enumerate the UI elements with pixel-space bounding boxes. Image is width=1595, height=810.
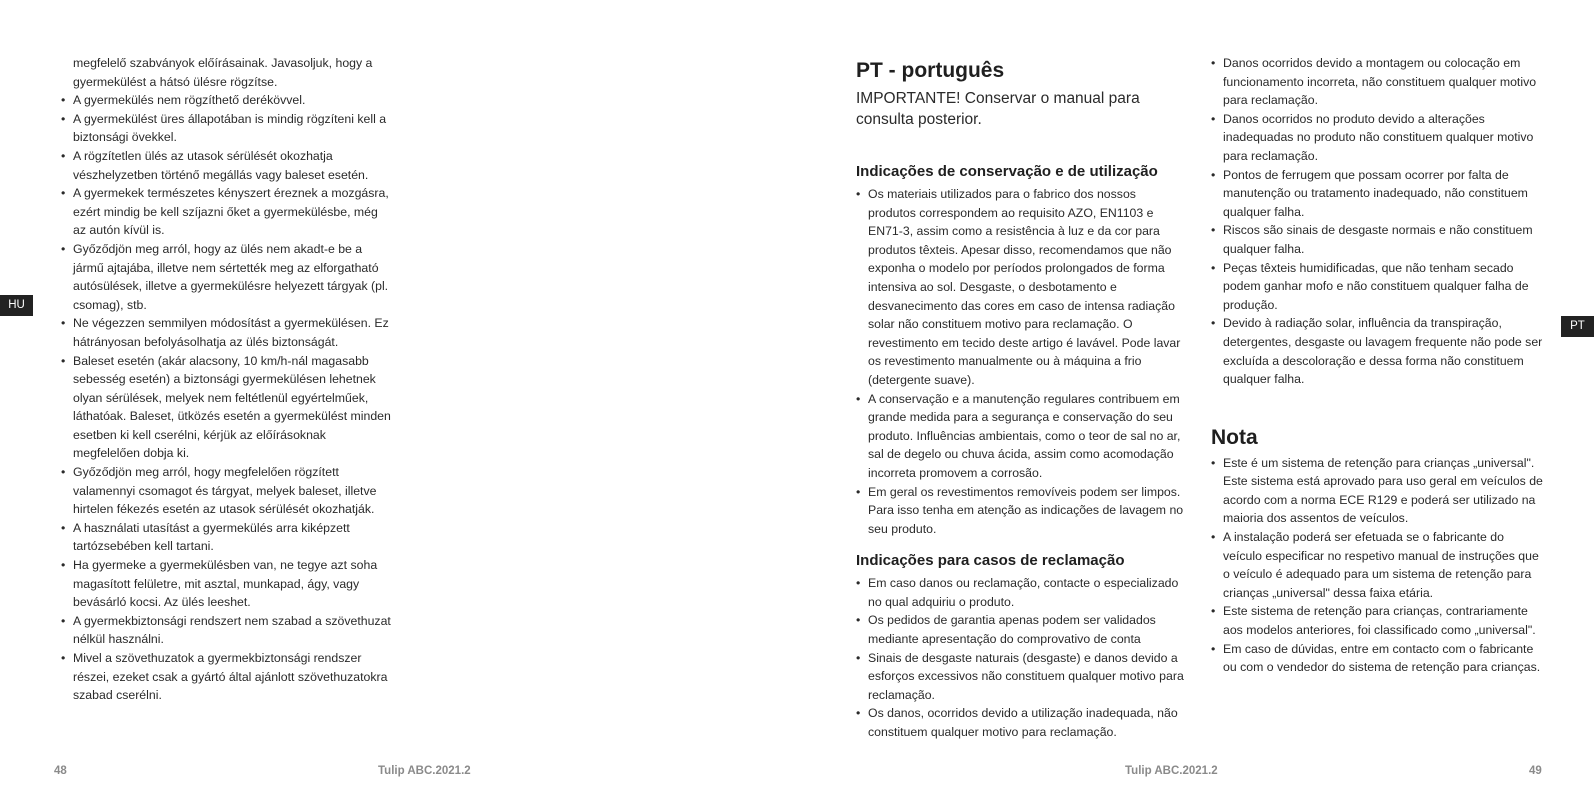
list-item: • Sinais de desgaste naturais (desgaste) e danos devido a esforços excessivos não constituem qualquer motivo para reclamação. xyxy=(856,649,1186,705)
list-item: • A gyermekbiztonsági rendszert nem szabad a szövethuzat nélkül használni. xyxy=(61,612,391,649)
list-item: • Riscos são sinais de desgaste normais e não constituem qualquer falha. xyxy=(1211,221,1545,258)
list-item: • A használati utasítást a gyermekülés arra kiképzett tartózsebében kell tartani. xyxy=(61,519,391,556)
language-tab-hu: HU xyxy=(0,295,33,316)
page-subtitle: IMPORTANTE! Conservar o manual para consulta posterior. xyxy=(856,90,1140,128)
list-item: • A gyermekek természetes kényszert éreznek a mozgásra, ezért mindig be kell szíjazni őket a gyermekülésbe, még az autón kívül is. xyxy=(61,184,391,240)
list-item: • A instalação poderá ser efetuada se o fabricante do veículo especificar no respetivo manual de instruções que o veículo é adequado para um sistema de retenção para crianças „universal" dessa faixa etária. xyxy=(1211,528,1545,602)
list-item: • Em caso danos ou reclamação, contacte o especializado no qual adquiriu o produto. xyxy=(856,574,1186,611)
list-item: • Os materiais utilizados para o fabrico dos nossos produtos correspondem ao requisito AZO, EN1103 e EN71-3, assim como a resistência à luz e da cor para produtos têxteis. Apesar disso, recomendamos que não exponha o modelo por períodos prolongados de forma intensiva ao sol. Desgaste, o desbotamento e desvanecimento das cores em caso de intensa radiação solar não constituem motivo para reclamação. O revestimento em tecido deste artigo é lavável. Pode lavar os revestimento manualmente ou à máquina a frio (detergente suave). xyxy=(856,185,1186,390)
pt-text-column-2 xyxy=(1211,54,1545,677)
hu-text-column xyxy=(61,54,391,705)
list-item: • A rögzítetlen ülés az utasok sérülését okozhatja vészhelyzetben történő megállás vagy baleset esetén. xyxy=(61,147,391,184)
list-item: • Ne végezzen semmilyen módosítást a gyermekülésen. Ez hátrányosan befolyásolhatja az ülés biztonságát. xyxy=(61,314,391,351)
section-heading-care: Indicações de conservação e de utilização xyxy=(856,163,1158,180)
nota-heading: Nota xyxy=(1211,425,1258,449)
list-item: • Győződjön meg arról, hogy megfelelően rögzített valamennyi csomagot és tárgyat, melyek baleset, illetve hirtelen fékezés esetén az utasok sérülését okozhatják. xyxy=(61,463,391,519)
list-item: • Mivel a szövethuzatok a gyermekbiztonsági rendszer részei, ezeket csak a gyártó által ajánlott szövethuzatokra szabad cserélni. xyxy=(61,649,391,705)
hu-continuation-text: megfelelő szabványok előírásainak. Javasoljuk, hogy a gyermekülést a hátsó ülésre rögzítse. xyxy=(73,56,373,89)
list-item: • Danos ocorridos no produto devido a alterações inadequadas no produto não constituem qualquer motivo para reclamação. xyxy=(1211,110,1545,166)
list-item: • A conservação e a manutenção regulares contribuem em grande medida para a segurança e conservação do seu produto. Influências ambientais, como o teor de sal no ar, sal de degelo ou chuva ácida, assim como acomodação incorreta promovem a corrosão. xyxy=(856,390,1186,483)
doc-name-right: Tulip ABC.2021.2 xyxy=(1125,765,1218,777)
list-item: • Baleset esetén (akár alacsony, 10 km/h-nál magasabb sebesség esetén) a biztonsági gyermekülésen lehetnek olyan sérülések, melyek nem feltétlenül egyértelműek, láthatóak. Baleset, ütközés esetén a gyermekülést minden esetben ki kell cserélni, kérjük az előírásoknak megfelelően dobja ki. xyxy=(61,352,391,464)
list-item: • Em geral os revestimentos removíveis podem ser limpos. Para isso tenha em atenção as indicações de lavagem no seu produto. xyxy=(856,483,1186,539)
list-item: • Em caso de dúvidas, entre em contacto com o fabricante ou com o vendedor do sistema de retenção para crianças. xyxy=(1211,640,1545,677)
section-heading-claims: Indicações para casos de reclamação xyxy=(856,552,1125,570)
list-item: • Os danos, ocorridos devido a utilização inadequada, não constituem qualquer motivo para reclamação. xyxy=(856,704,1186,741)
list-item: • Este é um sistema de retenção para crianças „universal". Este sistema está aprovado para uso geral em veículos de acordo com a norma ECE R129 e poderá ser utilizado na maioria dos assentos de veículos. xyxy=(1211,454,1545,528)
list-item: • A gyermekülés nem rögzíthető derékövvel. xyxy=(61,91,391,110)
hu-safety-list xyxy=(61,91,391,705)
list-item: • Győződjön meg arról, hogy az ülés nem akadt-e be a jármű ajtajába, illetve nem sértették meg az elforgatható autósülések, illetve a gyermekülésre helyezett tárgyak (pl. csomag), stb. xyxy=(61,240,391,314)
list-item: • Pontos de ferrugem que possam ocorrer por falta de manutenção ou tratamento inadequado, não constituem qualquer falha. xyxy=(1211,166,1545,222)
claims-list-continued xyxy=(1211,54,1545,389)
language-tab-pt: PT xyxy=(1561,316,1594,337)
nota-list xyxy=(1211,454,1545,677)
list-item: • Devido à radiação solar, influência da transpiração, detergentes, desgaste ou lavagem frequente não pode ser excluída a descoloração e dessa forma não constituem qualquer falha. xyxy=(1211,314,1545,388)
care-list xyxy=(856,185,1186,538)
list-item: • Ha gyermeke a gyermekülésben van, ne tegye azt soha magasított felületre, mit asztal, munkapad, ágy, vagy bevásárló kocsi. Az ülés leeshet. xyxy=(61,556,391,612)
page-number-left: 48 xyxy=(54,765,67,777)
list-item: • Este sistema de retenção para crianças, contrariamente aos modelos anteriores, foi classificado como „universal". xyxy=(1211,602,1545,639)
list-item: • Os pedidos de garantia apenas podem ser validados mediante apresentação do comprovativo de conta xyxy=(856,611,1186,648)
pt-text-column-1 xyxy=(856,58,1186,742)
list-item: • Peças têxteis humidificadas, que não tenham secado podem ganhar mofo e não constituem qualquer falha de produção. xyxy=(1211,259,1545,315)
doc-name-left: Tulip ABC.2021.2 xyxy=(378,765,471,777)
page-title: PT - português xyxy=(856,59,1005,82)
claims-list xyxy=(856,574,1186,741)
list-item: • Danos ocorridos devido a montagem ou colocação em funcionamento incorreta, não constituem qualquer motivo para reclamação. xyxy=(1211,54,1545,110)
page-number-right: 49 xyxy=(1529,765,1542,777)
list-item: • A gyermekülést üres állapotában is mindig rögzíteni kell a biztonsági övekkel. xyxy=(61,110,391,147)
